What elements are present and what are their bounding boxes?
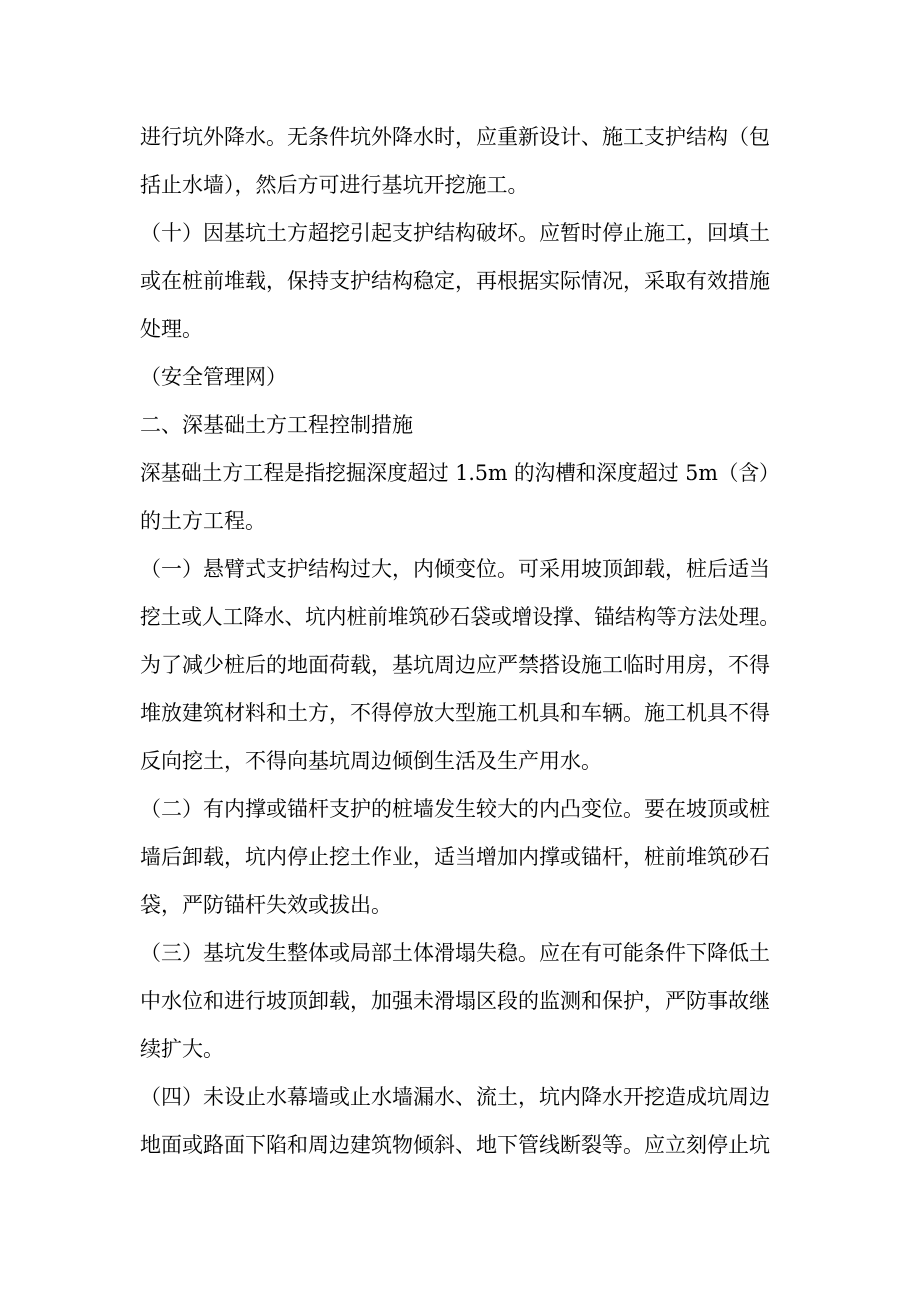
- section-heading: 二、深基础土方工程控制措施: [140, 413, 413, 437]
- text-line-9: 的土方工程。: [140, 509, 266, 533]
- text-line-6: （安全管理网）: [140, 365, 287, 389]
- text-line-3: （十）因基坑土方超挖引起支护结构破坏。应暂时停止施工，回填土: [140, 221, 770, 245]
- text-line-4: 或在桩前堆载，保持支护结构稳定，再根据实际情况，采取有效措施: [140, 269, 770, 293]
- text-line-21: （四）未设止水幕墙或止水墙漏水、流土，坑内降水开挖造成坑周边: [140, 1085, 770, 1109]
- text-line-14: 反向挖土，不得向基坑周边倾倒生活及生产用水。: [140, 749, 602, 773]
- text-line-15: （二）有内撑或锚杆支护的桩墙发生较大的内凸变位。要在坡顶或桩: [140, 797, 770, 821]
- text-line-16: 墙后卸载，坑内停止挖土作业，适当增加内撑或锚杆，桩前堆筑砂石: [140, 845, 770, 869]
- text-line-22: 地面或路面下陷和周边建筑物倾斜、地下管线断裂等。应立刻停止坑: [140, 1133, 770, 1157]
- text-line-10: （一）悬臂式支护结构过大，内倾变位。可采用坡顶卸载，桩后适当: [140, 557, 770, 581]
- text-line-1: 进行坑外降水。无条件坑外降水时，应重新设计、施工支护结构（包: [140, 125, 770, 149]
- text-line-19: 中水位和进行坡顶卸载，加强未滑塌区段的监测和保护，严防事故继: [140, 989, 770, 1013]
- text-line-8: 深基础土方工程是指挖掘深度超过 1.5m 的沟槽和深度超过 5m（含）: [140, 461, 780, 485]
- text-line-17: 袋，严防锚杆失效或拔出。: [140, 893, 392, 917]
- text-line-13: 堆放建筑材料和土方，不得停放大型施工机具和车辆。施工机具不得: [140, 701, 770, 725]
- text-line-18: （三）基坑发生整体或局部土体滑塌失稳。应在有可能条件下降低土: [140, 941, 770, 965]
- text-line-12: 为了减少桩后的地面荷载，基坑周边应严禁搭设施工临时用房，不得: [140, 653, 770, 677]
- text-line-11: 挖土或人工降水、坑内桩前堆筑砂石袋或增设撑、锚结构等方法处理。: [140, 605, 780, 629]
- text-line-2: 括止水墙），然后方可进行基坑开挖施工。: [140, 173, 529, 197]
- text-line-20: 续扩大。: [140, 1037, 224, 1061]
- text-line-5: 处理。: [140, 317, 203, 341]
